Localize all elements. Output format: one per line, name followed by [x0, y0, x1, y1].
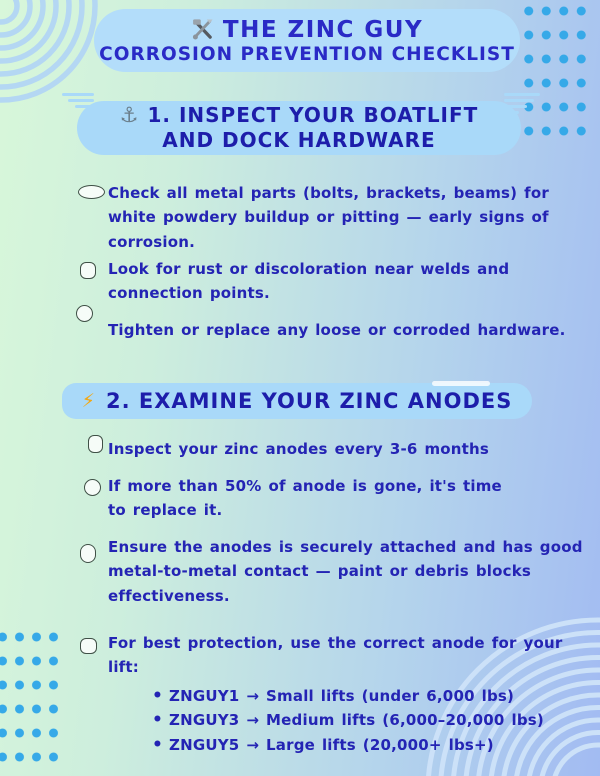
section-2-header — [62, 383, 532, 419]
header-card — [94, 9, 520, 72]
checklist-item — [76, 299, 590, 342]
page-subtitle: CORROSION PREVENTION CHECKLIST — [99, 43, 515, 65]
page-title-row — [191, 17, 423, 43]
anode-size-list — [80, 684, 578, 758]
checklist-item — [80, 535, 590, 608]
section-2-title: 2. EXAMINE YOUR ZINC ANODES — [105, 389, 513, 413]
section-1-header — [77, 101, 521, 155]
anchor-icon: ⚓ — [119, 103, 140, 127]
checkbox-item-2-2[interactable] — [84, 479, 101, 496]
checklist-item — [80, 433, 570, 461]
checklist-item-text: Look for rust or discoloration near welds and connection points. — [108, 260, 510, 303]
list-item: • ZNGUY5 → Large lifts (20,000+ lbs+) — [152, 733, 578, 758]
checklist-item-text: For best protection, use the correct anode for your lift: — [108, 634, 563, 677]
checklist-item-text: Check all metal parts (bolts, brackets, beams) for white powdery buildup or pitting — early signs of corrosion. — [108, 184, 549, 251]
section-1-title: 1. INSPECT YOUR BOATLIFT — [147, 103, 479, 127]
checkbox-item-2-4[interactable] — [80, 638, 97, 654]
checkbox-item-1-2[interactable] — [80, 262, 96, 279]
checkbox-item-2-1[interactable] — [88, 435, 103, 453]
list-item: • ZNGUY1 → Small lifts (under 6,000 lbs) — [152, 684, 578, 709]
checklist-item — [80, 631, 578, 758]
checkbox-item-2-3[interactable] — [80, 544, 96, 563]
checklist-item — [76, 181, 570, 254]
lightning-icon: ⚡ — [81, 390, 96, 412]
checklist-item — [80, 474, 510, 523]
hammer-wrench-icon — [191, 18, 214, 41]
dot-grid-bottom-left-decoration — [0, 625, 62, 771]
checklist-item-text: If more than 50% of anode is gone, it's time to replace it. — [108, 477, 502, 520]
section-1-title-line1 — [120, 103, 479, 128]
checkbox-item-1-3[interactable] — [76, 305, 93, 322]
page-title: THE ZINC GUY — [222, 16, 424, 43]
checklist-item-text: Inspect your zinc anodes every 3-6 months — [108, 440, 490, 458]
section-1-title-line2: AND DOCK HARDWARE — [162, 128, 436, 152]
checkbox-item-1-1[interactable] — [78, 185, 105, 199]
checklist-item-text: Ensure the anodes is securely attached and has good metal-to-metal contact — paint or debris blocks effectiveness. — [108, 538, 583, 605]
dot-grid-top-right-decoration — [520, 0, 590, 145]
list-item: • ZNGUY3 → Medium lifts (6,000–20,000 lbs) — [152, 708, 578, 733]
checklist-item-text: Tighten or replace any loose or corroded hardware. — [108, 321, 566, 339]
